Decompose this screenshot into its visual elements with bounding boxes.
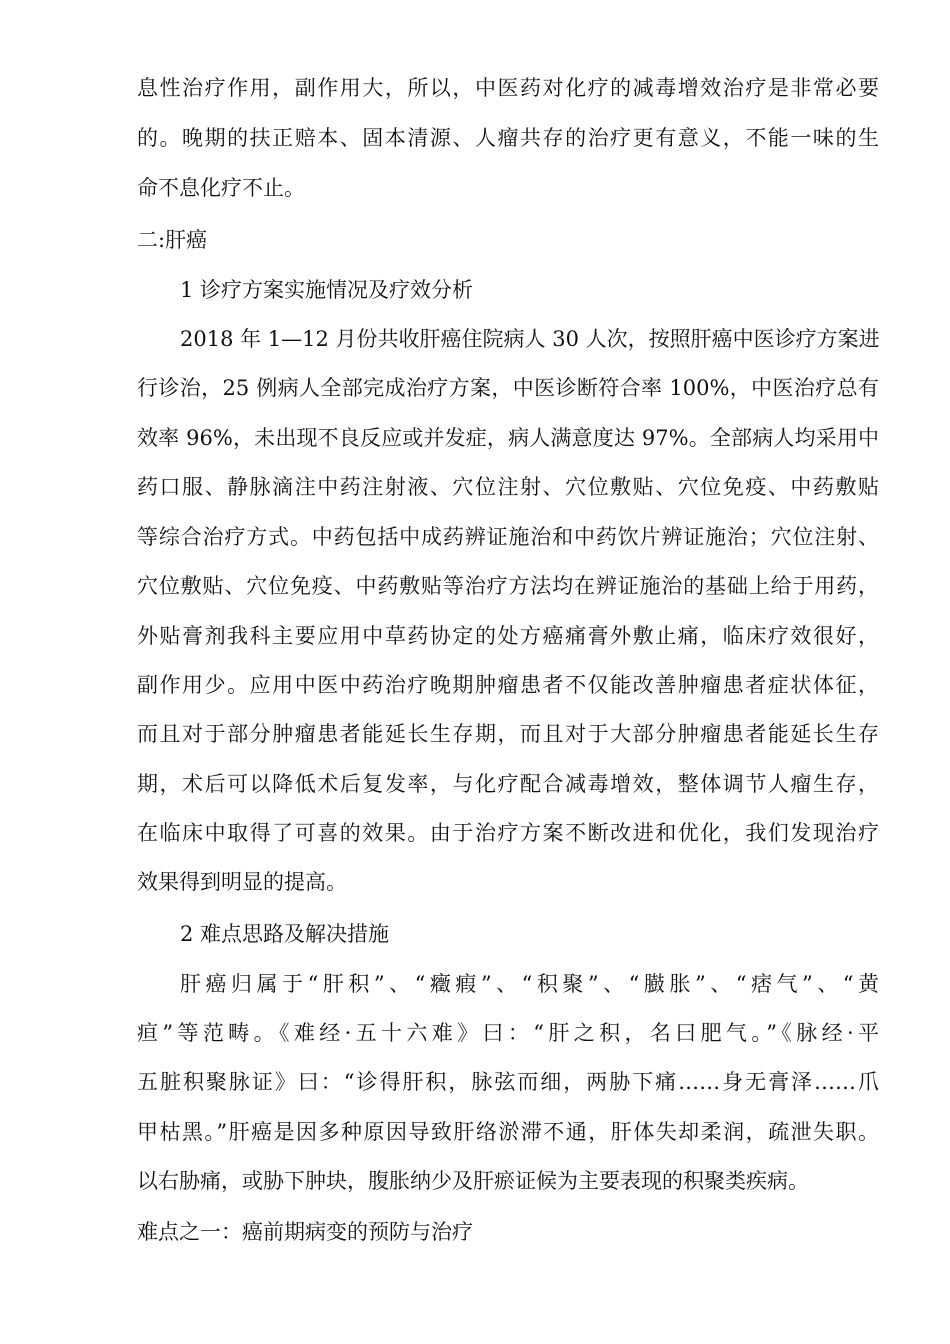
subsection-heading: 2 难点思路及解决措施 bbox=[180, 922, 390, 946]
text-line: 疸”等范畴。《难经·五十六难》曰：“肝之积，名曰肥气。”《脉经·平 bbox=[137, 1021, 879, 1045]
text-line: 效率 96%，未出现不良反应或并发症，病人满意度达 97%。全部病人均采用中 bbox=[137, 426, 879, 450]
subsection-heading: 1 诊疗方案实施情况及疗效分析 bbox=[180, 278, 474, 302]
text-line: 肝癌归属于“肝积”、“癥瘕”、“积聚”、“臌胀”、“痞气”、“黄 bbox=[180, 972, 879, 996]
text-line: 命不息化疗不止。 bbox=[137, 176, 305, 200]
text-line: 穴位敷贴、穴位免疫、中药敷贴等治疗方法均在辨证施治的基础上给于用药， bbox=[137, 574, 879, 598]
text-line: 而且对于部分肿瘤患者能延长生存期，而且对于大部分肿瘤患者能延长生存 bbox=[137, 722, 879, 746]
text-line: 副作用少。应用中医中药治疗晚期肿瘤患者不仅能改善肿瘤患者症状体征， bbox=[137, 673, 879, 697]
text-line: 在临床中取得了可喜的效果。由于治疗方案不断改进和优化，我们发现治疗 bbox=[137, 821, 879, 845]
text-line: 甲枯黑。”肝癌是因多种原因导致肝络淤滞不通，肝体失却柔润，疏泄失职。 bbox=[137, 1120, 879, 1144]
text-line: 外贴膏剂我科主要应用中草药协定的处方癌痛膏外敷止痛，临床疗效很好， bbox=[137, 624, 879, 648]
section-heading: 二:肝癌 bbox=[137, 228, 208, 252]
text-line: 等综合治疗方式。中药包括中成药辨证施治和中药饮片辨证施治；穴位注射、 bbox=[137, 525, 879, 549]
text-line: 药口服、静脉滴注中药注射液、穴位注射、穴位敷贴、穴位免疫、中药敷贴 bbox=[137, 475, 879, 499]
subheading-difficulty: 难点之一：癌前期病变的预防与治疗 bbox=[137, 1220, 473, 1244]
text-line: 五脏积聚脉证》曰：“诊得肝积，脉弦而细，两胁下痛……身无膏泽……爪 bbox=[137, 1070, 879, 1094]
text-line: 效果得到明显的提高。 bbox=[137, 870, 347, 894]
text-line: 以右胁痛，或胁下肿块，腹胀纳少及肝瘀证候为主要表现的积聚类疾病。 bbox=[137, 1169, 809, 1193]
text-line: 期，术后可以降低术后复发率，与化疗配合减毒增效，整体调节人瘤生存， bbox=[137, 772, 879, 796]
text-line: 息性治疗作用，副作用大，所以，中医药对化疗的减毒增效治疗是非常必要 bbox=[137, 76, 879, 100]
text-line: 行诊治，25 例病人全部完成治疗方案，中医诊断符合率 100%，中医治疗总有 bbox=[137, 376, 879, 400]
text-line: 的。晚期的扶正赔本、固本清源、人瘤共存的治疗更有意义，不能一味的生 bbox=[137, 126, 879, 150]
text-line: 2018 年 1—12 月份共收肝癌住院病人 30 人次，按照肝癌中医诊疗方案进 bbox=[180, 327, 880, 351]
